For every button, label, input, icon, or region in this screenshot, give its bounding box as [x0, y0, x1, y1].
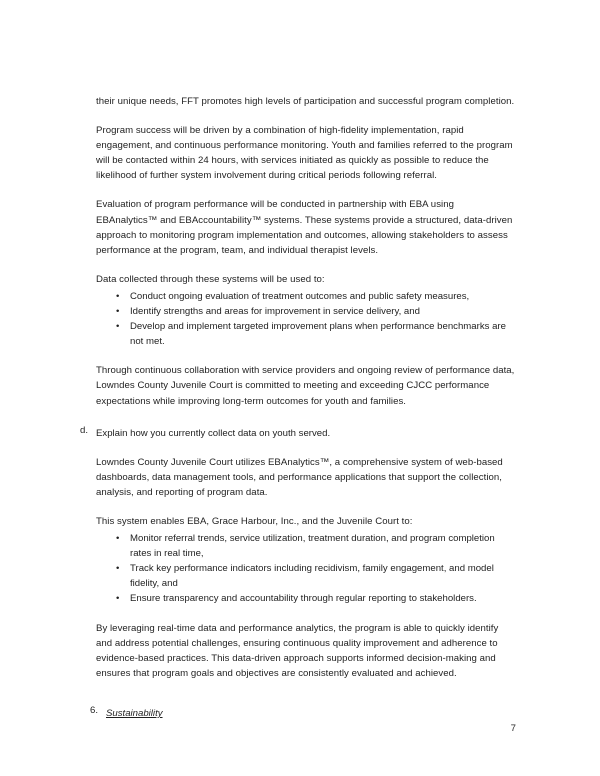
list-item-label: Monitor referral trends, service utilization, treatment duration, and program completion rates in real time,	[130, 533, 495, 560]
list-marker: d.	[80, 424, 89, 436]
bullet-icon: •	[116, 533, 120, 545]
section-number: 6.	[90, 704, 99, 716]
list-item-label: Track key performance indicators including recidivism, family engagement, and model fidelity, and	[130, 563, 494, 590]
list-item	[96, 289, 516, 304]
paragraph-list-intro: Data collected through these systems will be used to:	[96, 273, 325, 285]
list-item-label: Conduct ongoing evaluation of treatment outcomes and public safety measures,	[130, 290, 470, 302]
list-item	[96, 319, 516, 349]
bullet-icon: •	[116, 306, 120, 318]
section-title: Sustainability	[106, 707, 163, 719]
list-item-label: Ensure transparency and accountability through regular reporting to stakeholders.	[130, 593, 477, 605]
lettered-list-item-d	[80, 423, 516, 441]
bullet-list	[96, 289, 516, 349]
list-item-label: Develop and implement targeted improvement plans when performance benchmarks are not met.	[130, 321, 506, 348]
paragraph: Evaluation of program performance will be conducted in partnership with EBA using EBAnalytics™ and EBAccountability™ systems. These systems provide a structured, data-driven approach to monitoring program implementation and outcomes, allowing stakeholders to assess performance at the program, team, and individual therapist levels.	[96, 199, 513, 256]
paragraph: Program success will be driven by a combination of high-fidelity implementation, rapid engagement, and continuous performance monitoring. Youth and families referred to the program will be contacted within 24 hours, with services initiated as quickly as possible to reduce the likelihood of further system involvement during critical periods following referral.	[96, 125, 513, 182]
paragraph: By leveraging real-time data and performance analytics, the program is able to quickly identify and address potential challenges, ensuring continuous quality improvement and adherence to evidence-based practices. This data-driven approach supports informed decision-making and ensures that program goals and objectives are consistently evaluated and achieved.	[96, 622, 499, 679]
bullet-icon: •	[116, 593, 120, 605]
section-heading-sustainability	[90, 703, 516, 721]
paragraph: Lowndes County Juvenile Court utilizes EBAnalytics™, a comprehensive system of web-based dashboards, data management tools, and performance applications that support the collection, analysis, and reporting of program data.	[96, 456, 503, 498]
bullet-icon: •	[116, 290, 120, 302]
list-item	[96, 531, 516, 561]
document-body	[80, 94, 516, 721]
list-item	[96, 591, 516, 606]
bullet-icon: •	[116, 563, 120, 575]
paragraph: their unique needs, FFT promotes high levels of participation and successful program completion.	[96, 96, 515, 107]
paragraph-list-intro: This system enables EBA, Grace Harbour, Inc., and the Juvenile Court to:	[96, 515, 413, 527]
paragraph: Through continuous collaboration with service providers and ongoing review of performance data, Lowndes County Juvenile Court is committed to meeting and exceeding CJCC performance expectations while improving long-term outcomes for youth and families.	[96, 365, 515, 407]
list-item	[96, 561, 516, 591]
page-number: 7	[510, 723, 516, 734]
bullet-list	[96, 531, 516, 606]
list-item-label: Identify strengths and areas for improvement in service delivery, and	[130, 306, 420, 318]
lettered-item-label: Explain how you currently collect data on youth served.	[96, 427, 331, 439]
bullet-icon: •	[116, 321, 120, 333]
list-item	[96, 304, 516, 319]
